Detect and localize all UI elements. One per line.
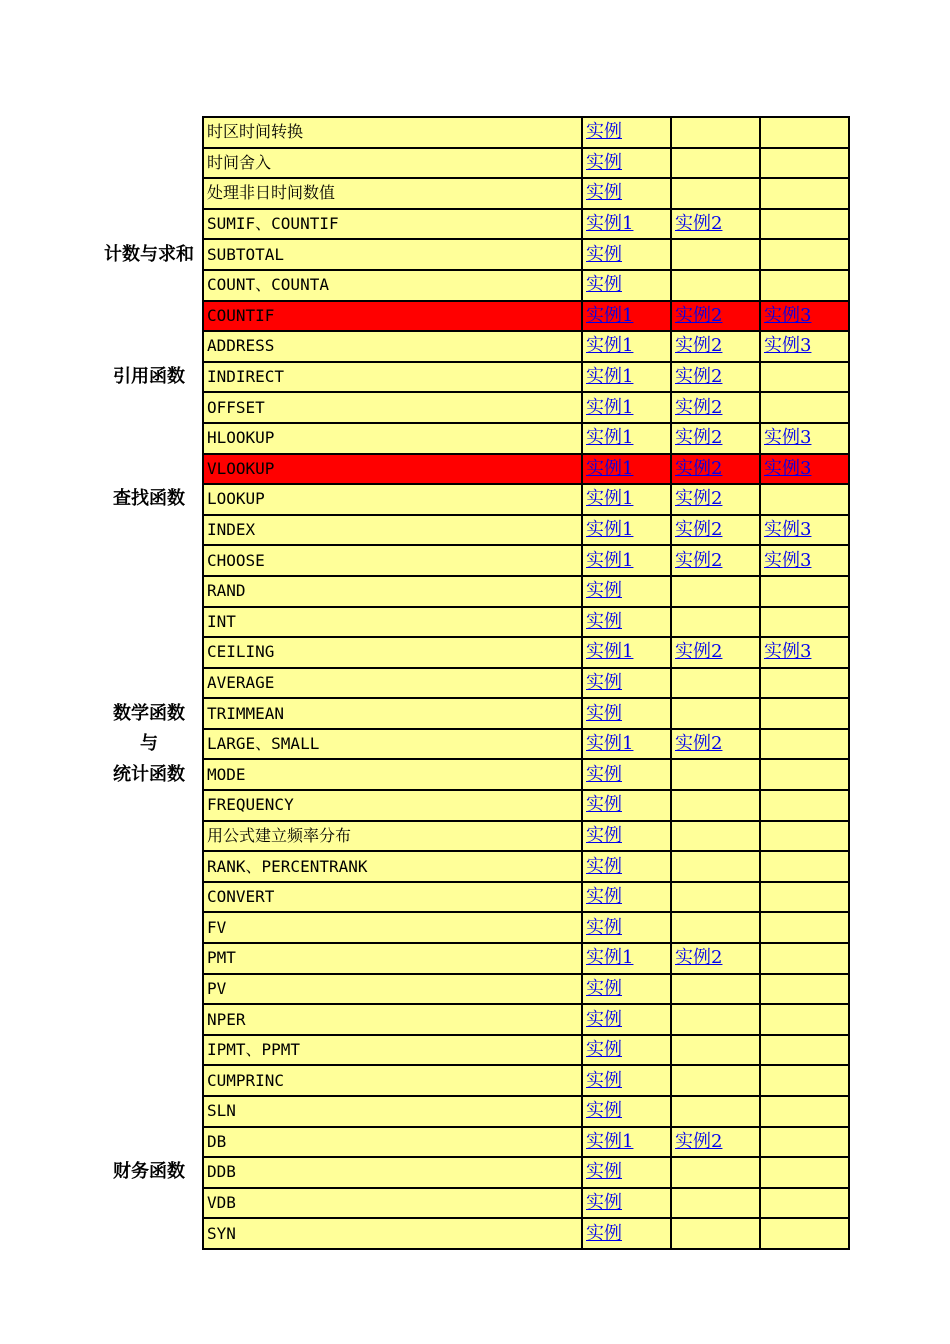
example-link[interactable]: 实例2 <box>675 519 723 541</box>
category-label <box>96 270 203 301</box>
category-label <box>96 178 203 209</box>
example-cell <box>671 1096 760 1127</box>
function-name-cell: CHOOSE <box>203 545 582 576</box>
example-cell <box>671 668 760 699</box>
function-name-cell: SUMIF、COUNTIF <box>203 209 582 240</box>
table-row <box>96 1127 849 1158</box>
example-link[interactable]: 实例 <box>586 1192 622 1214</box>
example-link[interactable]: 实例1 <box>586 947 634 969</box>
example-cell <box>760 974 849 1005</box>
example-link[interactable]: 实例 <box>586 182 622 204</box>
example-link[interactable]: 实例 <box>586 1039 622 1061</box>
table-row <box>96 301 849 332</box>
example-link[interactable]: 实例1 <box>586 733 634 755</box>
function-name-cell: CONVERT <box>203 882 582 913</box>
example-link[interactable]: 实例 <box>586 1069 622 1091</box>
example-cell <box>671 607 760 638</box>
category-label: 与 <box>140 733 158 755</box>
example-link[interactable]: 实例 <box>586 121 622 143</box>
table-row <box>96 484 849 515</box>
example-link[interactable]: 实例 <box>586 1161 622 1183</box>
category-label <box>96 209 203 240</box>
table-row <box>96 821 849 852</box>
category-label <box>96 1127 203 1158</box>
table-row <box>96 790 849 821</box>
function-name-cell: 时间舍入 <box>203 148 582 179</box>
example-cell <box>582 1157 671 1188</box>
function-name-cell: DB <box>203 1127 582 1158</box>
example-cell <box>582 331 671 362</box>
example-cell <box>582 1035 671 1066</box>
example-cell <box>582 759 671 790</box>
example-cell <box>671 178 760 209</box>
example-cell <box>582 1218 671 1249</box>
example-cell <box>671 790 760 821</box>
example-link[interactable]: 实例2 <box>675 396 723 418</box>
function-name-cell: LOOKUP <box>203 484 582 515</box>
example-cell <box>760 454 849 485</box>
example-cell <box>582 698 671 729</box>
example-cell <box>582 1188 671 1219</box>
example-cell <box>671 1127 760 1158</box>
function-index-sheet <box>96 116 850 1250</box>
table-row <box>96 1218 849 1249</box>
category-label <box>96 545 203 576</box>
example-cell <box>671 545 760 576</box>
table-row <box>96 454 849 485</box>
category-label <box>96 301 203 332</box>
example-cell <box>760 1065 849 1096</box>
example-cell <box>760 790 849 821</box>
example-link[interactable]: 实例 <box>586 671 622 693</box>
example-cell <box>671 270 760 301</box>
example-cell <box>760 117 849 148</box>
example-link[interactable]: 实例 <box>586 1008 622 1030</box>
example-cell <box>671 912 760 943</box>
table-row <box>96 668 849 699</box>
example-cell <box>671 1035 760 1066</box>
function-name-cell: COUNTIF <box>203 301 582 332</box>
table-row <box>96 117 849 148</box>
example-cell <box>671 1004 760 1035</box>
example-link[interactable]: 实例2 <box>675 304 723 326</box>
table-row <box>96 362 849 393</box>
category-label: 查找函数 <box>113 488 185 510</box>
example-cell <box>582 729 671 760</box>
example-link[interactable]: 实例 <box>586 763 622 785</box>
example-cell <box>760 1004 849 1035</box>
category-label: 引用函数 <box>113 366 185 388</box>
example-cell <box>582 362 671 393</box>
example-link[interactable]: 实例 <box>586 1222 622 1244</box>
example-cell <box>760 607 849 638</box>
function-name-cell: 用公式建立频率分布 <box>203 821 582 852</box>
example-link[interactable]: 实例3 <box>764 427 812 449</box>
example-cell <box>671 239 760 270</box>
example-cell <box>671 117 760 148</box>
category-label: 计数与求和 <box>104 243 194 265</box>
example-link[interactable]: 实例3 <box>764 519 812 541</box>
example-cell <box>582 1096 671 1127</box>
table-row <box>96 545 849 576</box>
example-link[interactable]: 实例1 <box>586 488 634 510</box>
example-cell <box>760 270 849 301</box>
table-row <box>96 882 849 913</box>
example-cell <box>760 301 849 332</box>
table-row <box>96 423 849 454</box>
table-row <box>96 270 849 301</box>
category-label <box>96 790 203 821</box>
example-cell <box>671 1218 760 1249</box>
example-cell <box>760 1218 849 1249</box>
function-name-cell: CUMPRINC <box>203 1065 582 1096</box>
category-label <box>96 851 203 882</box>
table-row <box>96 331 849 362</box>
category-label: 数学函数 <box>113 702 185 724</box>
example-cell <box>760 178 849 209</box>
example-cell <box>582 270 671 301</box>
example-link[interactable]: 实例2 <box>675 335 723 357</box>
example-cell <box>760 912 849 943</box>
example-cell <box>582 790 671 821</box>
category-label <box>96 943 203 974</box>
table-row <box>96 637 849 668</box>
example-link[interactable]: 实例3 <box>764 641 812 663</box>
example-link[interactable]: 实例1 <box>586 1130 634 1152</box>
function-name-cell: PMT <box>203 943 582 974</box>
category-label <box>96 1096 203 1127</box>
example-link[interactable]: 实例2 <box>675 366 723 388</box>
example-cell <box>760 484 849 515</box>
table-row <box>96 515 849 546</box>
table-row <box>96 392 849 423</box>
category-label <box>96 331 203 362</box>
example-cell <box>582 668 671 699</box>
function-name-cell: LARGE、SMALL <box>203 729 582 760</box>
example-link[interactable]: 实例2 <box>675 427 723 449</box>
table-row <box>96 576 849 607</box>
example-cell <box>760 1157 849 1188</box>
table-row <box>96 759 849 790</box>
function-name-cell: 时区时间转换 <box>203 117 582 148</box>
example-cell <box>582 484 671 515</box>
example-link[interactable]: 实例 <box>586 794 622 816</box>
example-link[interactable]: 实例 <box>586 1100 622 1122</box>
example-cell <box>582 545 671 576</box>
category-label <box>96 637 203 668</box>
category-label: 财务函数 <box>113 1161 185 1183</box>
example-cell <box>760 148 849 179</box>
example-cell <box>671 576 760 607</box>
function-name-cell: ADDRESS <box>203 331 582 362</box>
example-link[interactable]: 实例3 <box>764 335 812 357</box>
table-row <box>96 1188 849 1219</box>
example-cell <box>582 943 671 974</box>
category-label <box>96 392 203 423</box>
example-cell <box>671 454 760 485</box>
example-cell <box>760 576 849 607</box>
function-name-cell: IPMT、PPMT <box>203 1035 582 1066</box>
function-name-cell: OFFSET <box>203 392 582 423</box>
category-label <box>96 117 203 148</box>
example-link[interactable]: 实例1 <box>586 396 634 418</box>
table-row <box>96 1035 849 1066</box>
table-row <box>96 974 849 1005</box>
example-link[interactable]: 实例2 <box>675 488 723 510</box>
function-name-cell: PV <box>203 974 582 1005</box>
function-name-cell: VDB <box>203 1188 582 1219</box>
category-label <box>96 821 203 852</box>
example-cell <box>671 331 760 362</box>
category-label <box>96 1065 203 1096</box>
example-cell <box>582 1004 671 1035</box>
example-link[interactable]: 实例1 <box>586 457 634 479</box>
function-name-cell: VLOOKUP <box>203 454 582 485</box>
example-cell <box>671 943 760 974</box>
example-cell <box>760 729 849 760</box>
category-label <box>96 148 203 179</box>
function-name-cell: CEILING <box>203 637 582 668</box>
example-cell <box>582 515 671 546</box>
function-name-cell: NPER <box>203 1004 582 1035</box>
example-cell <box>760 1096 849 1127</box>
table-row <box>96 209 849 240</box>
example-link[interactable]: 实例 <box>586 151 622 173</box>
table-row <box>96 178 849 209</box>
example-link[interactable]: 实例 <box>586 916 622 938</box>
example-link[interactable]: 实例2 <box>675 213 723 235</box>
example-link[interactable]: 实例1 <box>586 366 634 388</box>
function-table <box>96 116 850 1250</box>
function-name-cell: MODE <box>203 759 582 790</box>
function-name-cell: SUBTOTAL <box>203 239 582 270</box>
table-row <box>96 1065 849 1096</box>
example-cell <box>582 209 671 240</box>
example-link[interactable]: 实例1 <box>586 519 634 541</box>
example-cell <box>760 392 849 423</box>
table-row <box>96 1096 849 1127</box>
function-name-cell: 处理非日时间数值 <box>203 178 582 209</box>
example-cell <box>582 974 671 1005</box>
example-cell <box>582 637 671 668</box>
example-link[interactable]: 实例1 <box>586 427 634 449</box>
example-cell <box>671 851 760 882</box>
example-link[interactable]: 实例3 <box>764 457 812 479</box>
table-row <box>96 729 849 760</box>
example-cell <box>760 362 849 393</box>
category-label <box>96 515 203 546</box>
example-link[interactable]: 实例2 <box>675 549 723 571</box>
example-cell <box>671 1065 760 1096</box>
example-link[interactable]: 实例1 <box>586 335 634 357</box>
category-label <box>96 454 203 485</box>
example-cell <box>582 912 671 943</box>
example-cell <box>671 484 760 515</box>
example-cell <box>671 209 760 240</box>
example-cell <box>760 821 849 852</box>
table-row <box>96 239 849 270</box>
example-cell <box>760 882 849 913</box>
example-cell <box>582 576 671 607</box>
example-cell <box>671 515 760 546</box>
example-cell <box>671 821 760 852</box>
example-link[interactable]: 实例1 <box>586 304 634 326</box>
example-cell <box>582 392 671 423</box>
function-name-cell: DDB <box>203 1157 582 1188</box>
category-label <box>96 1035 203 1066</box>
example-cell <box>582 423 671 454</box>
example-cell <box>671 729 760 760</box>
example-link[interactable]: 实例3 <box>764 304 812 326</box>
table-row <box>96 607 849 638</box>
example-link[interactable]: 实例3 <box>764 549 812 571</box>
example-link[interactable]: 实例 <box>586 243 622 265</box>
function-name-cell: AVERAGE <box>203 668 582 699</box>
example-link[interactable]: 实例 <box>586 855 622 877</box>
table-row <box>96 698 849 729</box>
example-link[interactable]: 实例 <box>586 580 622 602</box>
category-label <box>96 576 203 607</box>
example-cell <box>582 178 671 209</box>
example-cell <box>760 851 849 882</box>
example-cell <box>671 148 760 179</box>
function-name-cell: RAND <box>203 576 582 607</box>
category-label <box>96 1004 203 1035</box>
example-cell <box>582 821 671 852</box>
table-row <box>96 851 849 882</box>
function-name-cell: RANK、PERCENTRANK <box>203 851 582 882</box>
function-name-cell: COUNT、COUNTA <box>203 270 582 301</box>
example-link[interactable]: 实例 <box>586 977 622 999</box>
example-cell <box>760 423 849 454</box>
function-name-cell: TRIMMEAN <box>203 698 582 729</box>
example-cell <box>671 637 760 668</box>
example-cell <box>671 392 760 423</box>
category-label <box>96 974 203 1005</box>
function-name-cell: INDIRECT <box>203 362 582 393</box>
function-name-cell: INDEX <box>203 515 582 546</box>
example-cell <box>582 1065 671 1096</box>
example-cell <box>582 882 671 913</box>
function-name-cell: INT <box>203 607 582 638</box>
example-cell <box>760 1127 849 1158</box>
example-cell <box>760 515 849 546</box>
example-link[interactable]: 实例 <box>586 886 622 908</box>
example-cell <box>760 209 849 240</box>
function-name-cell: SYN <box>203 1218 582 1249</box>
example-cell <box>671 1188 760 1219</box>
example-cell <box>760 637 849 668</box>
example-cell <box>760 1035 849 1066</box>
table-row <box>96 1157 849 1188</box>
example-cell <box>760 239 849 270</box>
function-table-body <box>96 117 849 1249</box>
example-link[interactable]: 实例 <box>586 824 622 846</box>
example-link[interactable]: 实例1 <box>586 213 634 235</box>
example-link[interactable]: 实例 <box>586 702 622 724</box>
example-cell <box>671 362 760 393</box>
example-cell <box>760 545 849 576</box>
example-cell <box>760 668 849 699</box>
example-cell <box>671 698 760 729</box>
example-link[interactable]: 实例1 <box>586 641 634 663</box>
table-row <box>96 912 849 943</box>
function-name-cell: SLN <box>203 1096 582 1127</box>
example-link[interactable]: 实例1 <box>586 549 634 571</box>
example-cell <box>582 239 671 270</box>
table-row <box>96 1004 849 1035</box>
example-cell <box>760 331 849 362</box>
example-cell <box>582 851 671 882</box>
example-link[interactable]: 实例2 <box>675 947 723 969</box>
function-name-cell: HLOOKUP <box>203 423 582 454</box>
category-label <box>96 1188 203 1219</box>
category-label <box>96 607 203 638</box>
table-row <box>96 943 849 974</box>
example-link[interactable]: 实例 <box>586 274 622 296</box>
category-label <box>96 1218 203 1249</box>
example-cell <box>671 759 760 790</box>
example-link[interactable]: 实例2 <box>675 641 723 663</box>
category-label: 统计函数 <box>113 763 185 785</box>
example-cell <box>671 882 760 913</box>
example-cell <box>671 301 760 332</box>
table-row <box>96 148 849 179</box>
category-label <box>96 423 203 454</box>
example-cell <box>671 1157 760 1188</box>
category-label <box>96 912 203 943</box>
example-link[interactable]: 实例2 <box>675 733 723 755</box>
example-cell <box>582 117 671 148</box>
example-cell <box>671 974 760 1005</box>
example-cell <box>582 148 671 179</box>
example-cell <box>760 1188 849 1219</box>
example-cell <box>760 698 849 729</box>
example-cell <box>582 301 671 332</box>
example-cell <box>760 759 849 790</box>
example-cell <box>582 607 671 638</box>
example-cell <box>582 1127 671 1158</box>
function-name-cell: FREQUENCY <box>203 790 582 821</box>
example-link[interactable]: 实例2 <box>675 1130 723 1152</box>
category-label <box>96 668 203 699</box>
example-link[interactable]: 实例2 <box>675 457 723 479</box>
example-link[interactable]: 实例 <box>586 610 622 632</box>
function-name-cell: FV <box>203 912 582 943</box>
example-cell <box>582 454 671 485</box>
example-cell <box>671 423 760 454</box>
example-cell <box>760 943 849 974</box>
category-label <box>96 882 203 913</box>
